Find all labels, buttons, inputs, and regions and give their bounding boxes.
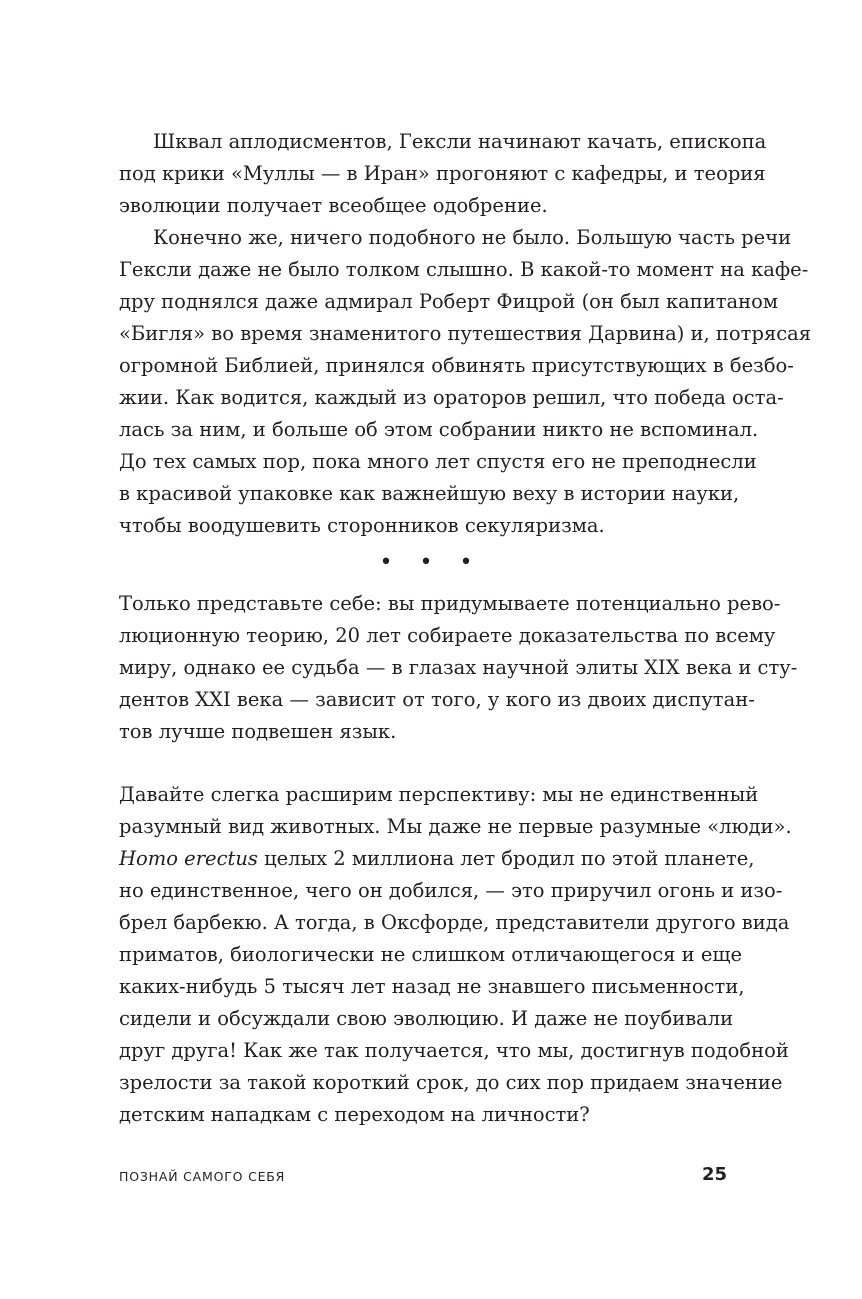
text-line: «Бигля» во время знаменитого путешествия Дарвина) и, потрясая [119, 322, 812, 345]
text-line: чтобы воодушевить сторонников секуляризма. [119, 514, 605, 537]
text-line-rest: целых 2 миллиона лет бродил по этой планете, [257, 847, 755, 870]
text-line: люционную теорию, 20 лет собираете доказательства по всему [119, 624, 776, 647]
text-line: эволюции получает всеобщее одобрение. [119, 194, 548, 217]
text-line: брел барбекю. А тогда, в Оксфорде, представители другого вида [119, 911, 790, 934]
text-line: Конечно же, ничего подобного не было. Большую часть речи [153, 226, 792, 249]
text-line: жии. Как водится, каждый из ораторов решил, что победа оста- [119, 386, 784, 409]
text-line: дру поднялся даже адмирал Роберт Фицрой (он был капитаном [119, 290, 779, 313]
text-line: огромной Библией, принялся обвинять присутствующих в безбо- [119, 354, 794, 377]
section-separator: • • • [379, 550, 483, 575]
text-line: друг друга! Как же так получается, что мы, достигнув подобной [119, 1039, 789, 1062]
page-number: 25 [701, 1164, 727, 1185]
running-title: ПОЗНАЙ САМОГО СЕБЯ [119, 1169, 286, 1184]
text-line: разумный вид животных. Мы даже не первые разумные «люди». [119, 815, 792, 838]
text-line: но единственное, чего он добился, — это приручил огонь и изо- [119, 879, 783, 902]
text-line: лась за ним, и больше об этом собрании никто не вспоминал. [119, 418, 759, 441]
text-line: Только представьте себе: вы придумываете потенциально рево- [119, 592, 781, 615]
text-line: дентов XXI века — зависит от того, у кого из двоих диспутан- [119, 688, 755, 711]
text-line: миру, однако ее судьба — в глазах научной элиты XIX века и сту- [119, 656, 798, 679]
text-line: Шквал аплодисментов, Гексли начинают качать, епископа [153, 130, 767, 153]
species-name-italic: Homo erectus [119, 847, 258, 870]
text-line: каких-нибудь 5 тысяч лет назад не знавшего письменности, [119, 975, 745, 998]
text-line: Гексли даже не было толком слышно. В какой-то момент на кафе- [119, 258, 809, 281]
text-line: приматов, биологически не слишком отличающегося и еще [119, 943, 743, 966]
text-line: Давайте слегка расширим перспективу: мы не единственный [119, 783, 759, 806]
text-line: в красивой упаковке как важнейшую веху в истории науки, [119, 482, 740, 505]
text-line: До тех самых пор, пока много лет спустя его не преподнесли [119, 450, 757, 473]
text-line [119, 843, 755, 875]
text-line: под крики «Муллы — в Иран» прогоняют с кафедры, и теория [119, 162, 766, 185]
text-line: сидели и обсуждали свою эволюцию. И даже не поубивали [119, 1007, 734, 1030]
text-line: детским нападкам с переходом на личности? [119, 1103, 590, 1126]
text-line: зрелости за такой короткий срок, до сих пор придаем значение [119, 1071, 783, 1094]
text-line: тов лучше подвешен язык. [119, 720, 397, 743]
